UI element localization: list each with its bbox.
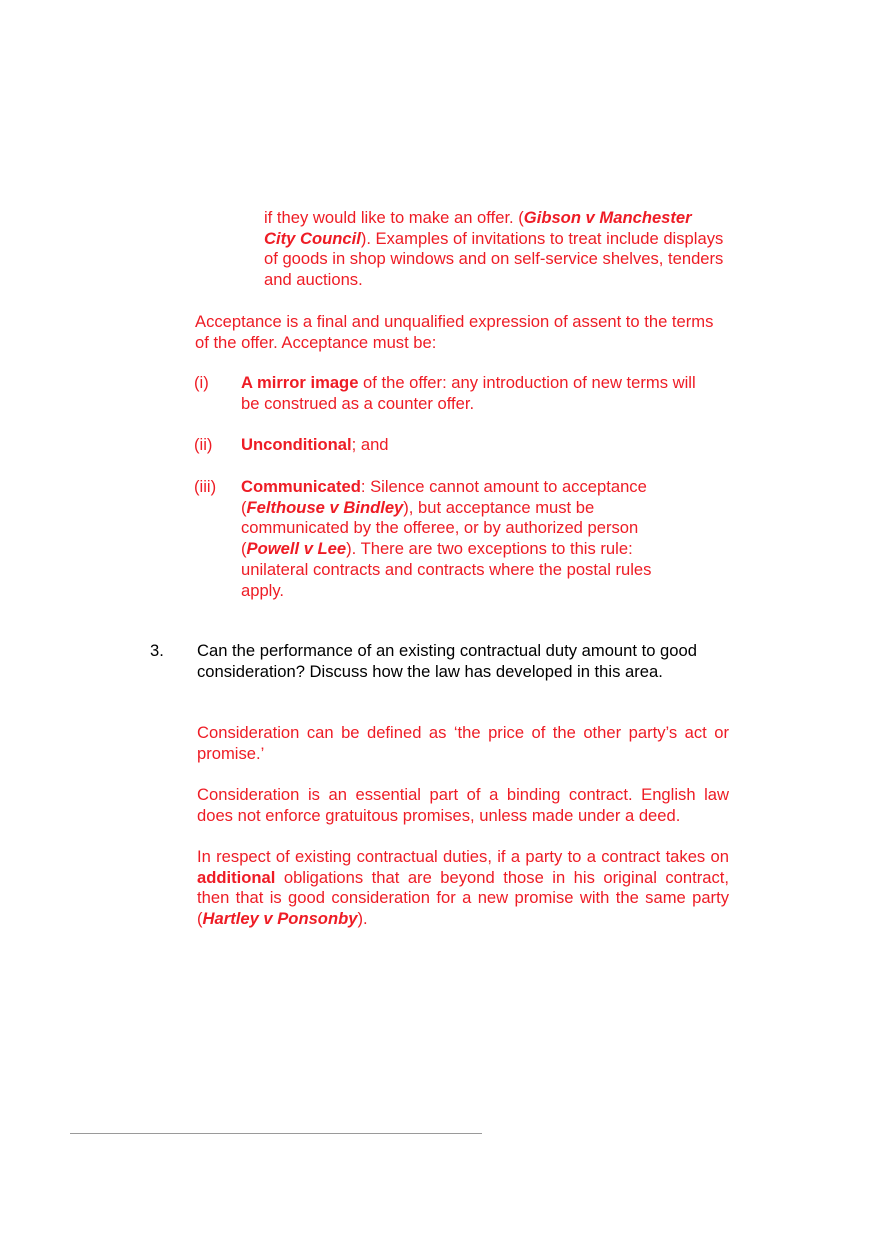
list-marker: (i) (194, 373, 209, 392)
emphasis-additional: additional (197, 867, 276, 887)
list-item (194, 373, 714, 414)
list-item-text: ). There are two exceptions to this rule: unilateral contracts and contracts where the postal rules apply. (241, 539, 652, 600)
paragraph-text: ). (357, 909, 368, 929)
list-item-text: : Silence cannot amount to acceptance ( (241, 477, 647, 517)
case-citation: Gibson v Manchester (523, 208, 692, 227)
list-item-term: A mirror image (241, 373, 359, 392)
list-item-term: Unconditional (241, 435, 352, 454)
list-item-text: ; and (351, 435, 389, 454)
case-citation: Felthouse v Bindley (246, 497, 404, 517)
list-item-term: Communicated (241, 477, 361, 496)
list-item-text: of the offer: any introduction of new terms will be construed as a counter offer. (241, 373, 696, 413)
acceptance-intro: Acceptance is a final and unqualified expression of assent to the terms of the offer. Acceptance must be: (195, 312, 714, 352)
invitation-to-treat-paragraph (264, 208, 734, 291)
list-item (194, 477, 694, 601)
answer-paragraph-essential: Consideration is an essential part of a binding contract. English law does not enforce gratuitous promises, unless made under a deed. (197, 785, 729, 825)
list-item (194, 435, 714, 456)
footnote-separator (70, 1133, 482, 1134)
question-number: 3. (150, 641, 164, 660)
question-3 (150, 641, 720, 682)
list-marker: (ii) (194, 435, 213, 454)
question-text: Can the performance of an existing contractual duty amount to good consideration? Discuss how the law has developed in this area. (197, 641, 697, 681)
case-citation: Hartley v Ponsonby (202, 909, 358, 929)
paragraph-text: In respect of existing contractual duties, if a party to a contract takes on (197, 847, 729, 866)
answer-paragraph-existing-duties (197, 847, 729, 930)
paragraph-text: ). Examples of invitations to treat include displays of goods in shop windows and on self-service shelves, tenders and auctions. (264, 228, 724, 290)
case-citation: City Council (264, 228, 361, 248)
list-item-text: ), but acceptance must be communicated by the offeree, or by authorized person ( (241, 497, 639, 559)
paragraph-text: if they would like to make an offer. ( (264, 208, 524, 227)
case-citation: Powell v Lee (246, 539, 347, 559)
answer-paragraph-definition: Consideration can be defined as ‘the price of the other party’s act or promise.’ (197, 723, 729, 763)
paragraph-text: obligations that are beyond those in his original contract, then that is good consideration for a new promise with the same party ( (197, 867, 729, 929)
list-marker: (iii) (194, 477, 217, 496)
